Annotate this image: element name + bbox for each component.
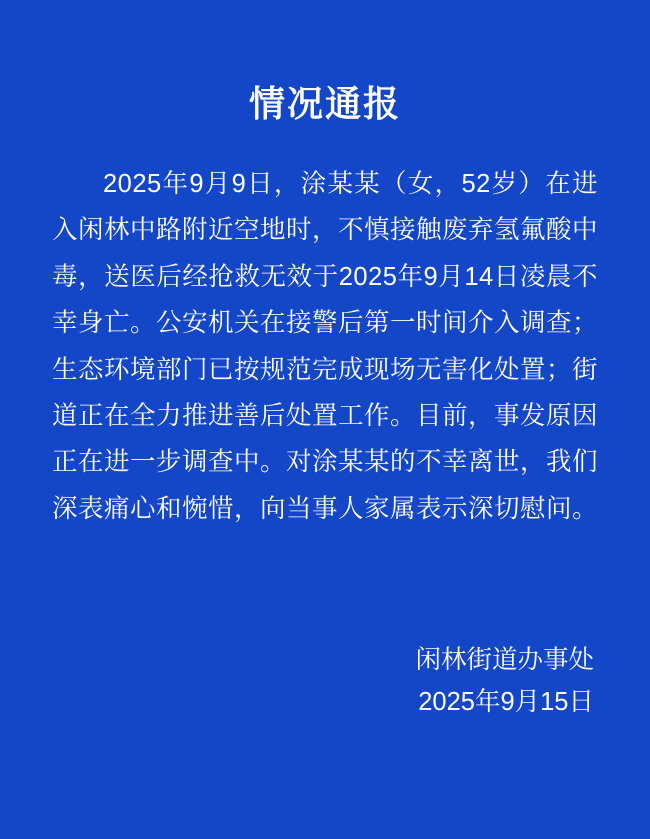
issuer-name: 闲林街道办事处 bbox=[415, 645, 594, 674]
notice-body-text: 2025年9月9日，涂某某（女，52岁）在进入闲林中路附近空地时，不慎接触废弃氢氟酸中毒，送医后经抢救无效于2025年9月14日凌晨不幸身亡。公安机关在接警后第一时间介入调查；生态环境部门已按规范完成现场无害化处置；街道正在全力推进善后处置工作。目前，事发原因正在进一步调查中。对涂某某的不幸离世，我们深表痛心和惋惜，向当事人家属表示深切慰问。 bbox=[52, 170, 599, 523]
page-title: 情况通报 bbox=[248, 83, 401, 124]
notice-body bbox=[52, 161, 598, 532]
signature-block bbox=[52, 639, 598, 799]
issue-date: 2025年9月15日 bbox=[418, 687, 594, 716]
spacer bbox=[52, 532, 598, 639]
